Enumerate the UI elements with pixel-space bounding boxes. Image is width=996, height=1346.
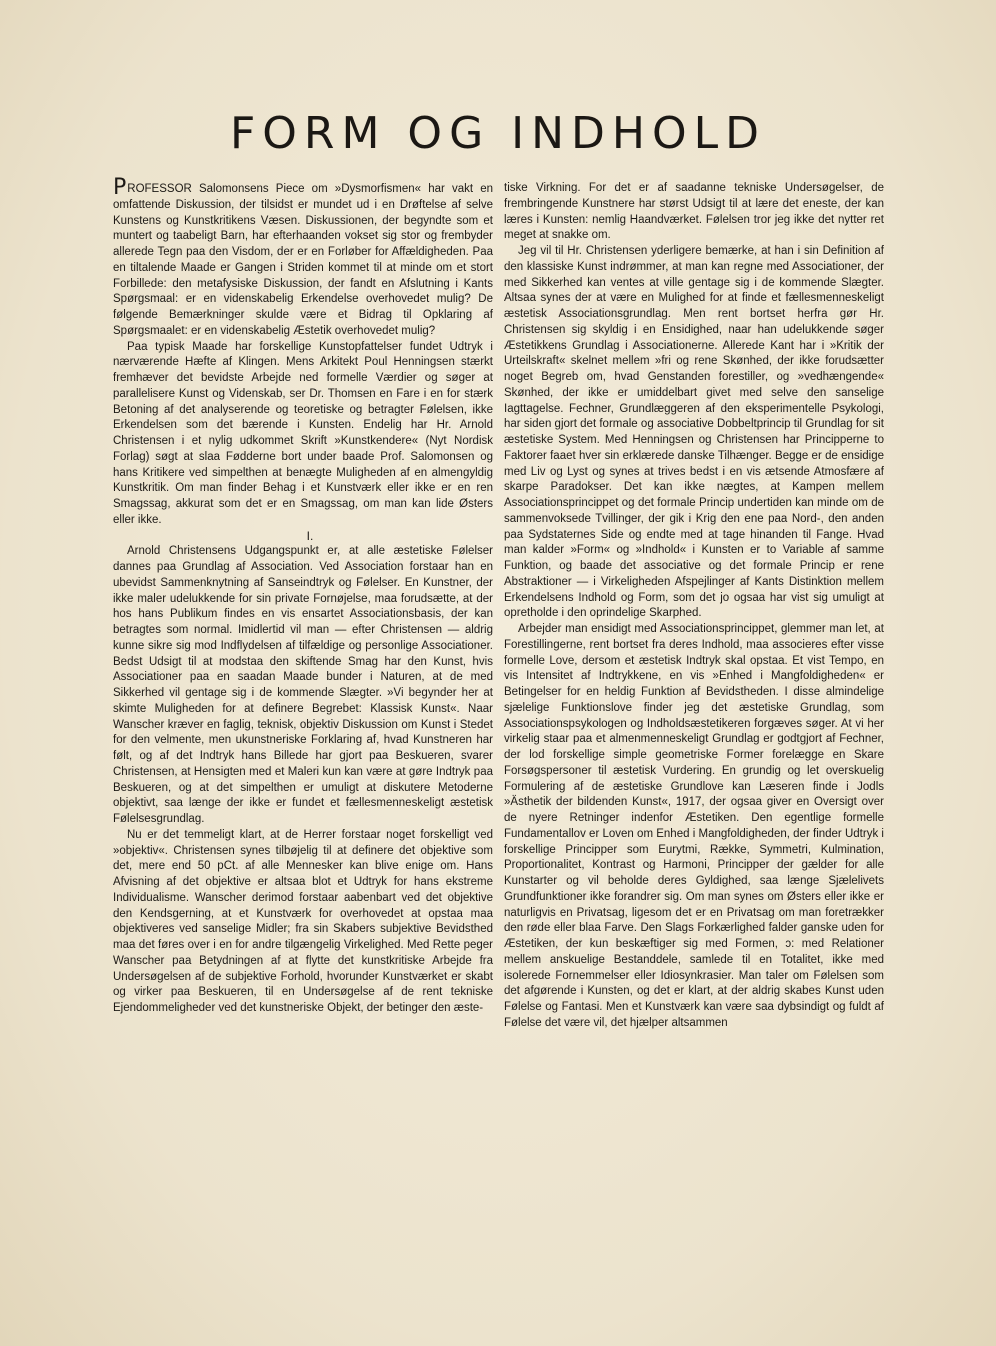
right-paragraph-2: Jeg vil til Hr. Christensen yderligere bemærke, at han i sin Definition af den klassiske Kunst indrømmer, at man kan regne med Associationer, der med Sikkerhed kan ventes at ville gentage sig i de kommende Slægter. Altsaa synes der at være en Mulighed for at finde et fællesmenneskeligt æstetisk Associationsgrundlag. Men rent bortset herfra gør Hr. Christensen sig skyldig i en Ensidighed, naar han udelukkende søger Æstetikkens Grundlag i Associationerne. Allerede Kant har i »Kritik der Urteilskraft« skelnet mellem »fri og rene Skønhed, der ikke forudsætter noget Begreb om, hvad Genstanden forestiller, og »vedhængende« Skønhed, der ikke er umiddelbart givet med selve den sanselige Iagttagelse. Fechner, Grundlæggeren af den eksperimentelle Psykologi, har siden gjort det formale og associative Dobbeltprincip til Grundlag for sit æstetiske System. Med Henningsen og Christensen har Principperne to Faktorer faaet hver sin erklærede danske Tilhænger. Begge er de ensidige med Liv og Lyst og synes at trives bedst i en vis ætsende Atmosfære af skarpe Paradokser. Det kan ikke nægtes, at Kampen mellem Associationsprincippet og det formale Princip undertiden kan minde om de sammenvoksede Tvillinger, der gik i Krig den ene paa Nord-, den anden paa Sydstaternes Side og endte med at tage hinanden til Fange. Hvad man kalder »Form« og »Indhold« i Kunsten er to Variable af samme Funktion, og baade det associative og det formale Princip er rene Abstraktioner — i Virkeligheden Afspejlinger af Kants Distinktion mellem Erkendelsens Indhold og Form, som det jo ogsaa har vist sig umuligt at opretholde i den oprindelige Skarphed. (504, 245, 884, 620)
intro-paragraph-2: Paa typisk Maade har forskellige Kunstopfattelser fundet Udtryk i nærværende Hæfte af Klingen. Mens Arkitekt Poul Henningsen stærkt fremhæver det bevidste Arbejde ned formelle Værdier og søger at parallelisere Kunst og Videnskab, ser Dr. Thomsen en Fare i en for stærk Betoning af det analyserende og teoretiske og betragter Følelsen, ikke Erkendelsen som det bærende i Kunsten. Endelig har Hr. Arnold Christensen i et nylig udkommet Skrift »Kunstkendere« (Nyt Nordisk Forlag) søgt at slaa Fødderne bort under baade Prof. Salomonsen og hans Kritikere ved simpelthen at benægte Muligheden af en almengyldig Kunstkritik. Om man finder Behag i et Kunstværk eller ikke er en ren Smagssag, akkurat som det er en Smagssag, om man kan lide Østers eller ikke. (113, 340, 493, 526)
intro-paragraph-1-text: ROFESSOR Salomonsens Piece om »Dysmorfismen« har vakt en omfattende Diskussion, der tilsidst er mundet ud i en Drøftelse af selve Kunstens og Kunstkritikens Væsen. Diskussionen, der begyndte som et muntert og taabeligt Barn, har efterhaanden vokset sig stor og frembyder allerede Tegn paa den Visdom, der er en Forløber for Affældigheden. Paa en tiltalende Maade er Gangen i Striden kommet til at minde om et stort Forbillede: den metafysiske Diskussion, der fandt en Afslutning i Kants Spørgsmaal: er en videnskabelig Erkendelse overhovedet mulig? De følgende Bemærkninger skulde være et Bidrag til Opklaring af Spørgsmaalet: er en videnskabelig Æstetik overhovedet mulig? (113, 183, 493, 337)
right-paragraph-3: Arbejder man ensidigt med Associationsprincippet, glemmer man let, at Forestillingerne, rent bortset fra deres Indhold, maa associeres efter visse formelle Love, dersom et æstetisk Indtryk skal opstaa. Et vist Tempo, en vis Intensitet af Indtrykkene, en vis »Enhed i Mangfoldigheden« er Betingelser for en heldig Funktion af Bevidstheden. I disse almindelige sjælelige Funktionslove finder jeg det æstetiske Grundlag, som Associationspsykologen og Indholdsæstetikeren forgæves søger. At vi her virkelig staar paa et almenmenneskeligt Grundlag er godtgjort af Fechner, der lod forskellige simple geometriske Former forelægge en Skare Forsøgspersoner til æstetisk Vurdering. En grundig og let overskuelig Formulering af de æstetiske Grundlove kan Læseren finde i Jodls »Ästhetik der bildenden Kunst«, 1917, der ogsaa giver en Oversigt over de nyere Retninger indenfor Æstetiken. Den egentlige formelle Fundamentallov er Loven om Enhed i Mangfoldigheden, der finder Udtryk i forskellige Principper som Eurytmi, Række, Symmetri, Kulmination, Proportionalitet, Kontrast og Harmoni, Principper der gælder for alle Kunstarter og vil beholde deres Gyldighed, saa længe Sjælelivets Grundfunktioner ikke forandrer sig. Om man synes om Østers eller ikke er naturligvis en Privatsag, ligesom det er en Privatsag om man foretrækker den røde eller blaa Farve. Den Slags Forkærlighed falder ganske uden for Æstetiken, der kun beskæftiger sig med Formen, ɔ: med Relationer mellem anskuelige Bestanddele, samlede til en Totalitet, ikke med isolerede Fornemmelser eller Idiosynkrasier. Man taler om Følelsen som det afgørende i Kunsten, og det er klart, at der aldrig skabes Kunst uden Følelse og Fantasi. Men et Kunstværk kan være saa dybsindigt og fuldt af Følelse det være vil, det hjælper altsammen (504, 623, 884, 1029)
right-paragraph-1: tiske Virkning. For det er af saadanne tekniske Undersøgelser, de frembringende Kunstnere har størst Udsigt til at lære det eneste, der kan læres i Kunsten: nemlig Haandværket. Følelsen tror jeg ikke det nytter ret meget at snakke om. (504, 182, 884, 242)
drop-cap: P (113, 175, 127, 200)
page-title: FORM OG INDHOLD (229, 108, 767, 159)
intro-paragraph-1 (113, 175, 493, 340)
section-paragraph-2: Nu er det temmeligt klart, at de Herrer forstaar noget forskelligt ved »objektiv«. Christensen synes tilbøjelig til at definere det objektive som det, mere end 50 pCt. af alle Mennesker kan blive enige om. Hans Afvisning af det objektive er altsaa blot et Udtryk for hans ekstreme Individualisme. Wanscher derimod forstaar aabenbart ved det objektive den Kendsgerning, at et Kunstværk for overhovedet at opstaa maa objektiveres ved sanselige Midler; fra sin Skabers subjektive Bevidsthed maa det føres over i en for andre tilgængelig Virkelighed. Med Rette peger Wanscher paa Betydningen af at flytte det kunstkritiske Arbejde fra Undersøgelsen af de subjektive Forhold, hvorunder Kunstværket er skabt og virker paa Beskueren, til en Undersøgelse af de rent tekniske Ejendommeligheder ved det kunstneriske Objekt, der betinger den æste- (113, 828, 493, 1014)
right-column (504, 181, 884, 1032)
section-numeral: I. (306, 528, 314, 543)
left-column (113, 175, 493, 1017)
section-paragraph-1: Arnold Christensens Udgangspunkt er, at alle æstetiske Følelser dannes paa Grundlag af Association. Ved Association forstaar han en ubevidst Sammenknytning af Sanseindtryk og Følelser. En Kunstner, der ikke maler udelukkende for sin private Fornøjelse, maa forudsætte, at der hos hans Publikum findes en vis ensartet Associationsbasis, der kan betragtes som normal. Imidlertid vil man — efter Christensen — aldrig kunne sikre sig mod Indflydelsen af tilfældige og personlige Associationer. Bedst Udsigt til at modstaa den skiftende Smag har den Kunst, hvis Associationer paa en saadan Maade bunder i Naturen, at de med Sikkerhed vil gentage sig i de kommende Slægter. »Vi begynder her at skimte Muligheden for at definere Begrebet: Klassisk Kunst«. Naar Wanscher kræver en faglig, teknisk, objektiv Diskussion om Kunst i Stedet for den velmente, men ukunstneriske Forklaring af, hvad Kunstneren har følt, og af det Indtryk hans Billede har gjort paa Beskueren, svarer Christensen, at Hensigten med et Maleri kun kan være at gøre Indtryk paa Beskueren, og at det simpelthen er umuligt at diskutere Metoderne objektivt, saa længe der ikke er fundet et fællesmenneskeligt æstetisk Følelsesgrundlag. (113, 545, 493, 825)
